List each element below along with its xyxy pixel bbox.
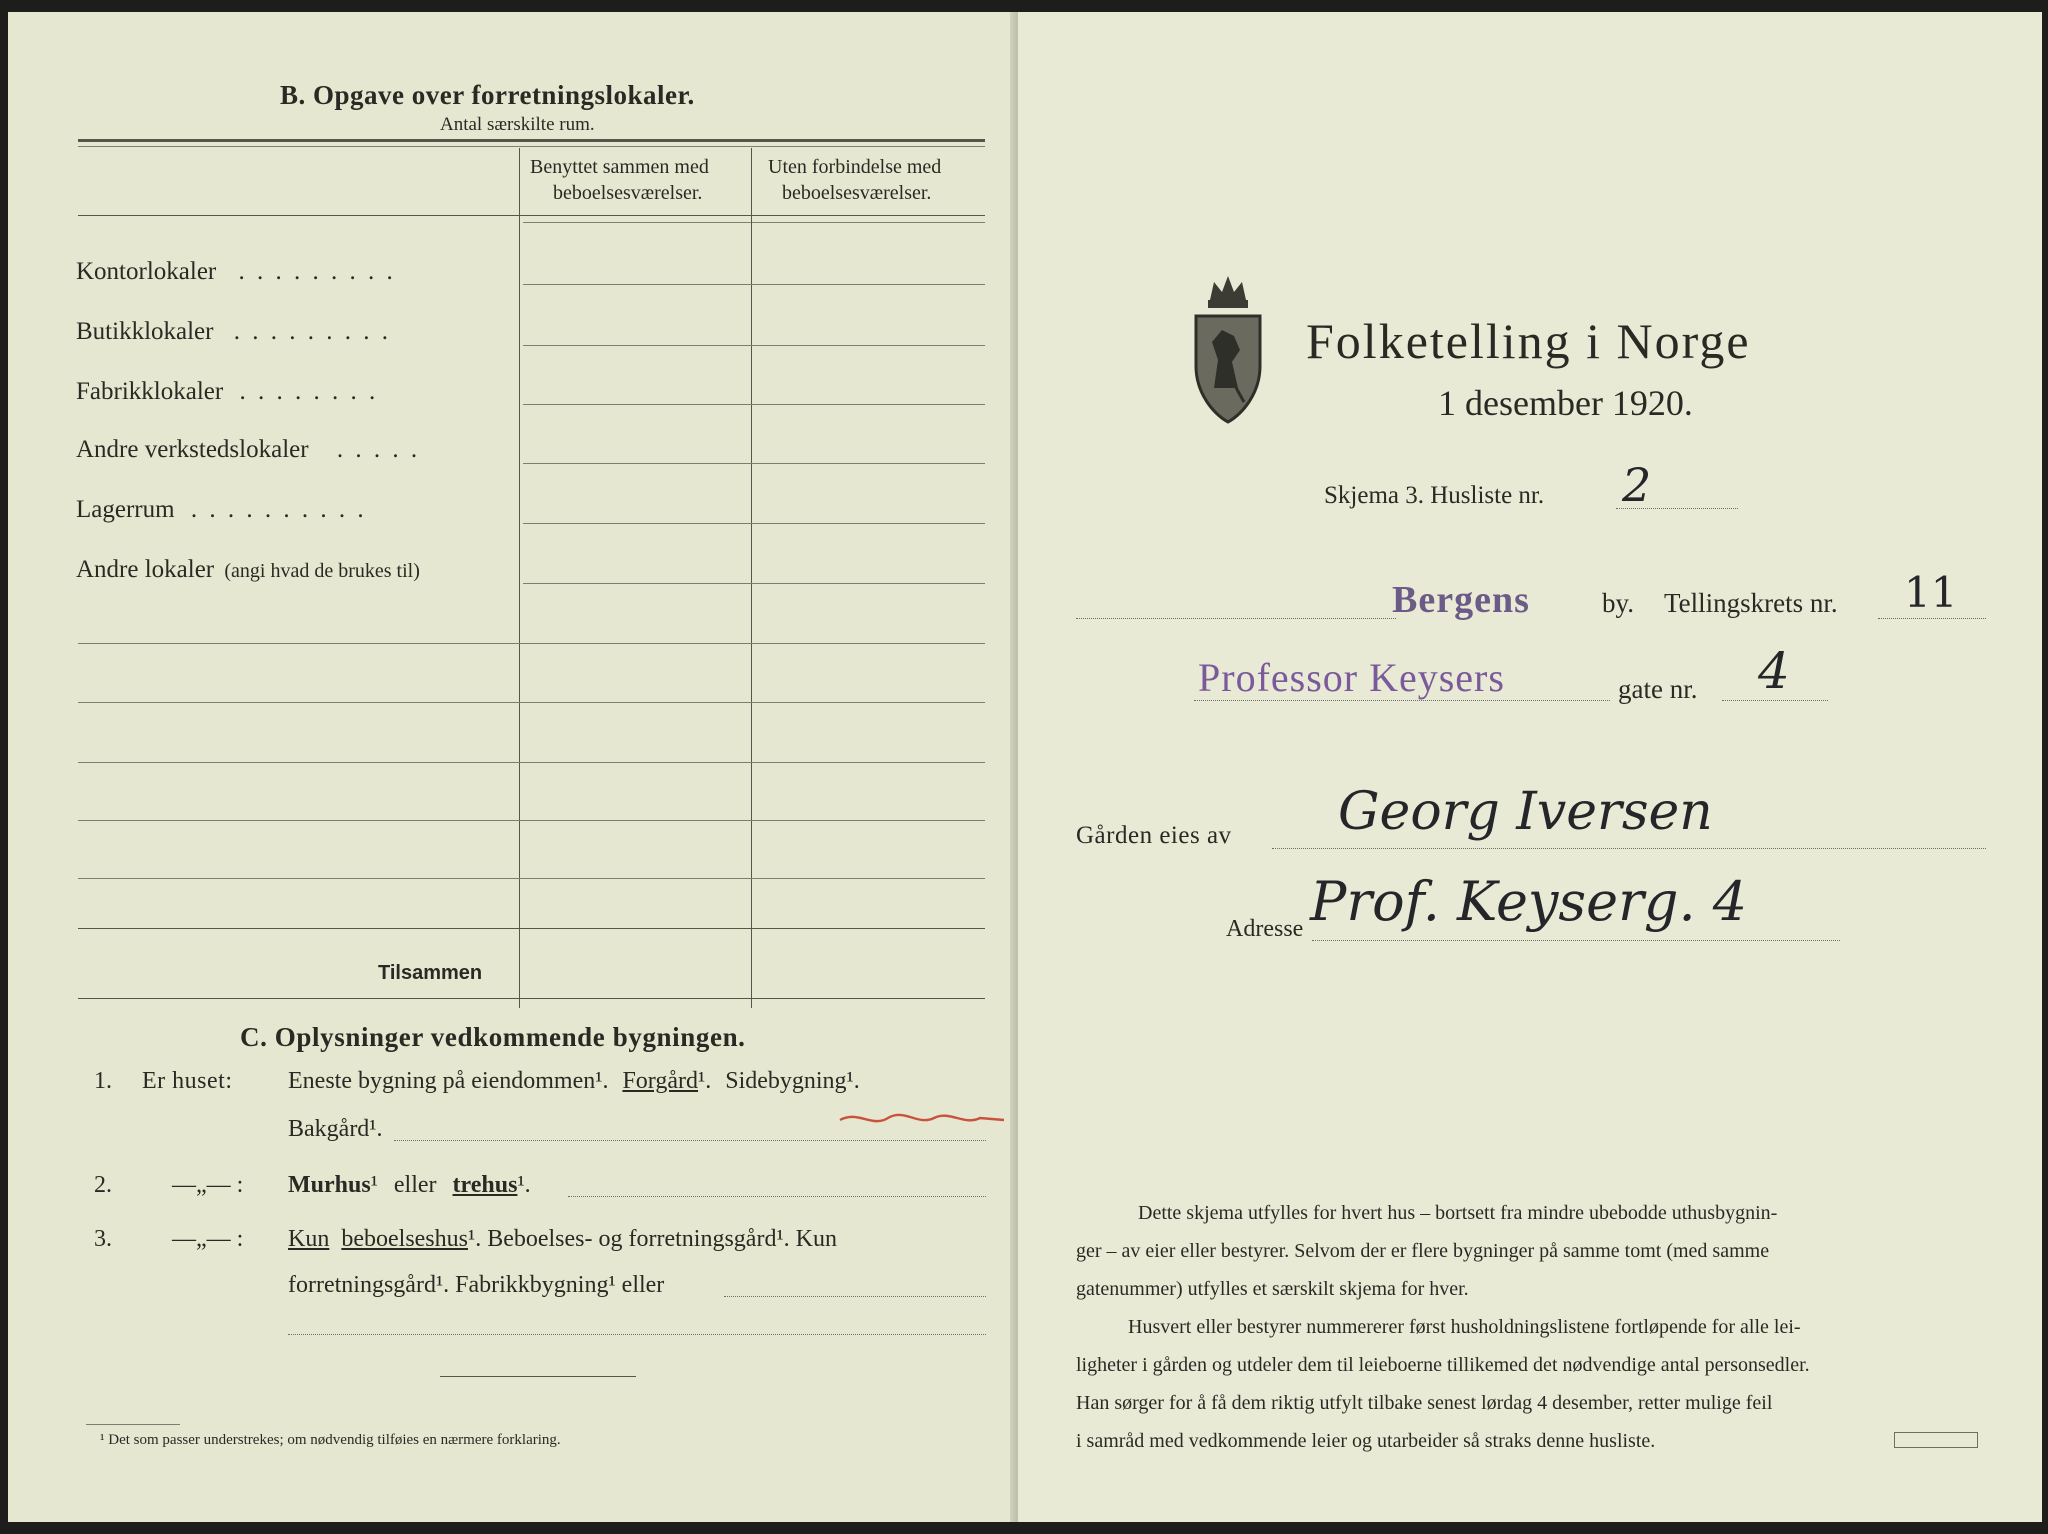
row-dots: . . . . .	[336, 436, 421, 463]
row-rule	[523, 523, 985, 524]
footnote-text: ¹ Det som passer understrekes; om nødvendig tilføies en nærmere forklaring.	[100, 1432, 561, 1448]
c-item3-fill-line-2	[288, 1334, 986, 1335]
answer-sidebygning: Sidebygning¹.	[725, 1068, 860, 1094]
instructions-p1-l2: ger – av eier eller bestyrer. Selvom der er flere bygninger på samme tomt (med samme	[1076, 1240, 1770, 1262]
row-andre-verkstedslokaler	[76, 436, 420, 464]
gate-number: 4	[1758, 642, 1790, 700]
pencil-underline-mark	[838, 1106, 1008, 1136]
row-andre-lokaler	[76, 556, 420, 584]
owner-address-handwritten: Prof. Keyserg. 4	[1310, 870, 1748, 933]
tellingskrets-fill-line	[1878, 618, 1986, 619]
row-dots: . . . . . . . .	[239, 378, 379, 405]
row-rule	[78, 820, 985, 821]
adresse-fill-line	[1312, 940, 1840, 941]
owner-fill-line	[1272, 848, 1986, 849]
row-rule	[78, 762, 985, 763]
header-bottom-rule-inner	[523, 222, 985, 223]
total-bottom-rule	[78, 998, 985, 999]
owner-label: Gården eies av	[1076, 822, 1232, 849]
instructions-p1-l1: Dette skjema utfylles for hvert hus – bortsett fra mindre ubebodde uthusbygnin-	[1138, 1202, 1778, 1224]
row-dots: . . . . . . . . .	[238, 258, 396, 285]
row-rule	[523, 404, 985, 405]
c-item3-number: 3.	[94, 1226, 112, 1252]
answer-trehus: trehus	[452, 1172, 518, 1198]
tellingskrets-number: 11	[1904, 568, 1958, 617]
row-dots: . . . . . . . . . .	[190, 496, 367, 523]
row-label: Andre verkstedslokaler	[76, 436, 309, 463]
instructions-p2-l4: i samråd med vedkommende leier og utarbeider så straks denne husliste.	[1076, 1430, 1656, 1452]
street-fill-line	[1194, 700, 1610, 701]
c-item1-question: Er huset:	[142, 1068, 233, 1094]
form-title: Folketelling i Norge	[1306, 313, 1751, 369]
column-header-without-rooms-1: Uten forbindelse med	[768, 156, 942, 178]
short-end-rule	[440, 1376, 636, 1377]
row-label: Andre lokaler	[76, 556, 215, 583]
row-lagerrum	[76, 496, 367, 524]
husliste-number: 2	[1622, 458, 1652, 512]
answer-kun: Kun	[288, 1226, 330, 1252]
instructions-p2-l2: ligheter i gården og utdeler dem til leieboerne tillikemed det nødvendige antal personsedler.	[1076, 1354, 1810, 1376]
c-item3-fill-line	[724, 1296, 986, 1297]
c-item2-fill-line	[568, 1196, 986, 1197]
column-header-with-rooms-2: beboelsesværelser.	[553, 182, 703, 204]
footnote-mark: ¹.	[517, 1172, 531, 1198]
instructions-p2-l3: Han sørger for å få dem riktig utfylt tilbake senest lørdag 4 desember, retter mulige feil	[1076, 1392, 1773, 1414]
census-form-sheet	[8, 12, 2042, 1522]
table-col-divider-1	[519, 148, 520, 1008]
total-label: Tilsammen	[378, 962, 483, 984]
c-item3-answers	[288, 1226, 837, 1253]
table-top-rule	[78, 139, 985, 142]
row-butikklokaler	[76, 318, 391, 346]
row-label: Butikklokaler	[76, 318, 214, 345]
section-b-title: B. Opgave over forretningslokaler.	[280, 80, 695, 110]
c-item2-answers	[288, 1172, 531, 1199]
row-rule	[78, 878, 985, 879]
row-kontorlokaler	[76, 258, 396, 286]
printer-stamp-icon	[1894, 1432, 1978, 1448]
column-header-without-rooms-2: beboelsesværelser.	[782, 182, 932, 204]
c-item1-fill-line	[394, 1140, 986, 1141]
answer-rest: ¹. Beboelses- og forretningsgård¹. Kun	[468, 1226, 837, 1252]
norwegian-coat-of-arms-icon	[1188, 270, 1268, 430]
section-c-title: C. Oplysninger vedkommende bygningen.	[240, 1022, 746, 1052]
answer-forgard: Forgård	[622, 1068, 699, 1094]
row-rule	[523, 345, 985, 346]
city-stamp: Bergens	[1392, 579, 1530, 621]
column-header-with-rooms-1: Benyttet sammen med	[530, 156, 709, 178]
row-rule	[523, 583, 985, 584]
row-rule	[523, 463, 985, 464]
adresse-label: Adresse	[1226, 916, 1304, 942]
row-label: Fabrikklokaler	[76, 378, 224, 405]
answer-beboelseshus: beboelseshus	[341, 1226, 468, 1252]
gate-label: gate nr.	[1618, 674, 1698, 704]
answer-eneste-bygning: Eneste bygning på eiendommen¹.	[288, 1068, 609, 1094]
c-item2-number: 2.	[94, 1172, 112, 1198]
c-item1-answers	[288, 1068, 860, 1095]
word-eller: eller	[393, 1172, 437, 1198]
table-col-divider-2	[751, 148, 752, 1008]
header-bottom-rule	[78, 215, 985, 216]
instructions-p2-l1: Husvert eller bestyrer nummererer først husholdningslistene fortløpende for alle lei-	[1128, 1316, 1801, 1338]
gate-fill-line	[1722, 700, 1828, 701]
table-top-rule-inner	[78, 146, 985, 147]
owner-signature: Georg Iversen	[1338, 782, 1713, 842]
row-rule	[78, 702, 985, 703]
row-note: (angi hvad de brukes til)	[224, 560, 420, 582]
c-item1-number: 1.	[94, 1068, 112, 1094]
c-item1-line2: Bakgård¹.	[288, 1116, 383, 1142]
total-top-rule	[78, 928, 985, 929]
footnote-rule	[86, 1424, 180, 1425]
left-page	[8, 12, 1016, 1522]
row-rule	[523, 284, 985, 285]
skjema-label: Skjema 3. Husliste nr.	[1324, 482, 1545, 509]
row-dots: . . . . . . . . .	[233, 318, 391, 345]
c-item3-ditto: —„— :	[172, 1226, 244, 1252]
footnote-mark: ¹	[370, 1172, 378, 1198]
row-fabrikklokaler	[76, 378, 378, 406]
c-item3-line2: forretningsgård¹. Fabrikkbygning¹ eller	[288, 1272, 665, 1298]
row-label: Lagerrum	[76, 496, 175, 523]
row-label: Kontorlokaler	[76, 258, 217, 285]
by-label: by.	[1602, 588, 1634, 618]
form-date: 1 desember 1920.	[1438, 383, 1693, 423]
street-stamp: Professor Keysers	[1198, 655, 1505, 700]
city-fill-line	[1076, 618, 1396, 619]
tellingskrets-label: Tellingskrets nr.	[1664, 588, 1838, 618]
instructions-p1-l3: gatenummer) utfylles et særskilt skjema for hver.	[1076, 1278, 1469, 1300]
answer-murhus: Murhus	[288, 1172, 371, 1198]
row-rule	[78, 643, 985, 644]
section-b-subtitle: Antal særskilte rum.	[440, 114, 595, 135]
c-item2-ditto: —„— :	[172, 1172, 244, 1198]
footnote-mark: ¹.	[698, 1068, 712, 1094]
right-page	[1018, 12, 2042, 1522]
